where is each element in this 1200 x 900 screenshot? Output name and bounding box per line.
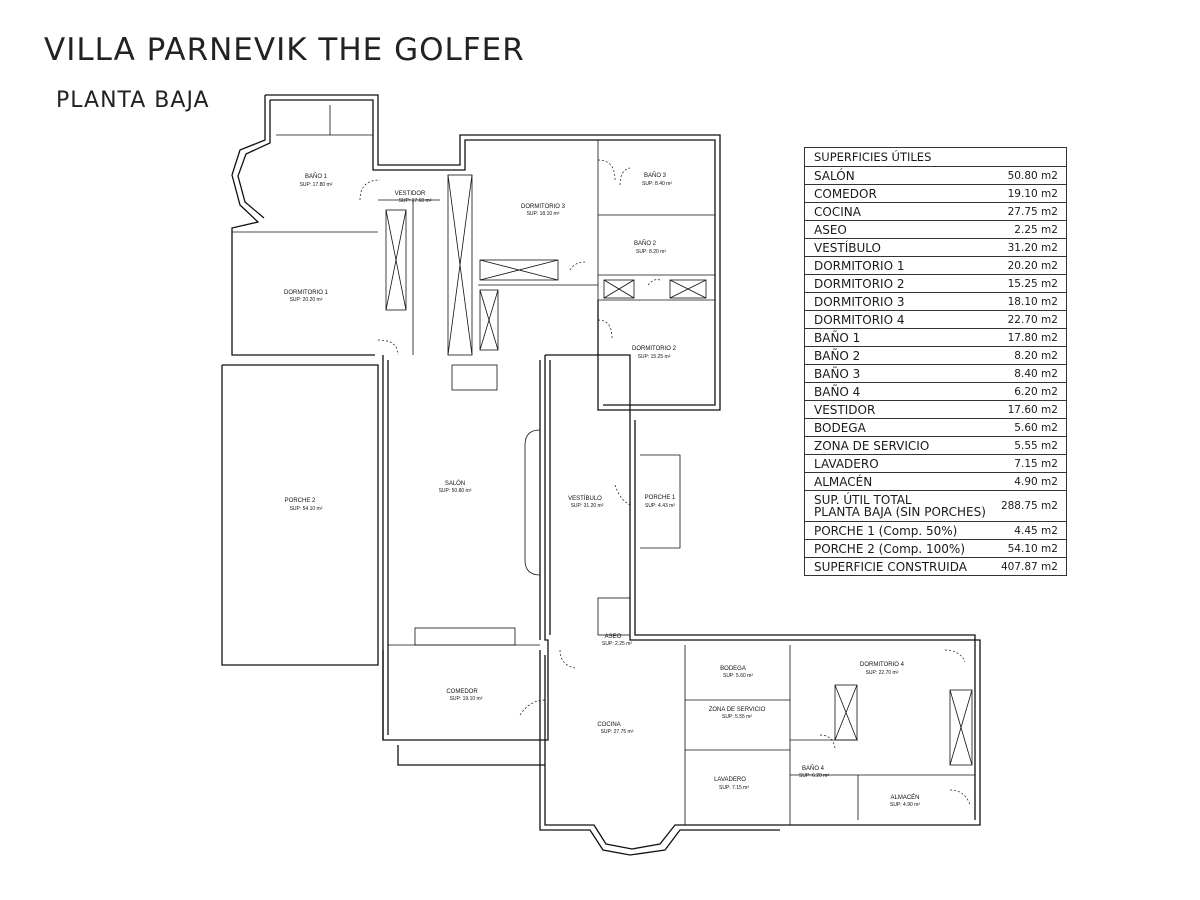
room-porche2-name: PORCHE 2: [284, 498, 316, 504]
room-bano1-name: BAÑO 1: [304, 174, 328, 180]
room-salon-sup: SUP: 50.80 m²: [438, 488, 472, 494]
surface-row-value: 4.90 m2: [992, 473, 1067, 491]
surface-rows: [805, 167, 1067, 491]
surface-row-value: 31.20 m2: [992, 239, 1067, 257]
surface-row: [805, 329, 1067, 347]
surface-row-value: 17.60 m2: [992, 401, 1067, 419]
surface-row-value: 54.10 m2: [992, 540, 1067, 558]
room-bano4-name: BAÑO 4: [801, 766, 825, 772]
surface-row-value: 20.20 m2: [992, 257, 1067, 275]
surface-table-title: SUPERFICIES ÚTILES: [805, 148, 1067, 167]
room-porche1-name: PORCHE 1: [644, 495, 676, 501]
surface-row-value: 18.10 m2: [992, 293, 1067, 311]
surface-row-value: 50.80 m2: [992, 167, 1067, 185]
surface-row-label: BAÑO 3: [805, 365, 992, 383]
room-vestibulo-name: VESTÍBULO: [568, 496, 602, 502]
surface-row-label: COCINA: [805, 203, 992, 221]
surface-row-label: ALMACÉN: [805, 473, 992, 491]
page-title: VILLA PARNEVIK THE GOLFER: [44, 32, 525, 68]
surface-row-value: 19.10 m2: [992, 185, 1067, 203]
room-zona-servicio-sup: SUP: 5.55 m²: [721, 714, 753, 720]
surface-row-value: 5.60 m2: [992, 419, 1067, 437]
surface-row: [805, 347, 1067, 365]
surface-row-label: PORCHE 1 (Comp. 50%): [805, 522, 992, 540]
room-dormitorio4-sup: SUP: 22.70 m²: [865, 670, 899, 676]
surface-row-value: 8.20 m2: [992, 347, 1067, 365]
room-aseo-name: ASEO: [604, 634, 622, 640]
surface-row-label: DORMITORIO 1: [805, 257, 992, 275]
room-porche1-sup: SUP: 4.43 m²: [644, 503, 676, 509]
surface-row-label: BAÑO 1: [805, 329, 992, 347]
surface-table-header: [805, 148, 1067, 167]
surface-row: [805, 455, 1067, 473]
room-cocina-sup: SUP: 27.75 m²: [600, 729, 634, 735]
room-salon-name: SALÓN: [444, 481, 466, 487]
surface-row-value: 5.55 m2: [992, 437, 1067, 455]
surface-row-value: 17.80 m2: [992, 329, 1067, 347]
surface-row-label: BAÑO 2: [805, 347, 992, 365]
room-bodega-sup: SUP: 5.60 m²: [722, 673, 754, 679]
surface-row: [805, 293, 1067, 311]
surface-row-label: COMEDOR: [805, 185, 992, 203]
surface-row-value: 8.40 m2: [992, 365, 1067, 383]
surface-row-label: LAVADERO: [805, 455, 992, 473]
surface-row-value: 27.75 m2: [992, 203, 1067, 221]
page-subtitle: PLANTA BAJA: [56, 88, 210, 113]
surface-row: [805, 522, 1067, 540]
surface-row-label: BODEGA: [805, 419, 992, 437]
room-lavadero-name: LAVADERO: [714, 777, 746, 783]
surface-row: [805, 473, 1067, 491]
surface-row-label: DORMITORIO 3: [805, 293, 992, 311]
room-aseo-sup: SUP: 2.25 m²: [601, 641, 633, 647]
surface-row-label: SALÓN: [805, 167, 992, 185]
room-bano2-name: BAÑO 2: [633, 241, 657, 247]
surface-total-line2: PLANTA BAJA (SIN PORCHES): [814, 505, 986, 519]
room-almacen-sup: SUP: 4.90 m²: [889, 802, 921, 808]
surface-row: [805, 419, 1067, 437]
surface-row: [805, 558, 1067, 576]
room-bano3-sup: SUP: 8.40 m²: [641, 181, 673, 187]
surface-row-label: DORMITORIO 2: [805, 275, 992, 293]
room-bodega-name: BODEGA: [720, 666, 746, 672]
surface-row: [805, 540, 1067, 558]
surface-row: [805, 221, 1067, 239]
surface-total-line1: SUP. ÚTIL TOTAL: [814, 493, 912, 507]
surface-total-row: [805, 491, 1067, 522]
surface-row-label: VESTIDOR: [805, 401, 992, 419]
surface-row-value: 4.45 m2: [992, 522, 1067, 540]
surface-row-value: 7.15 m2: [992, 455, 1067, 473]
surface-row: [805, 257, 1067, 275]
room-dormitorio3-name: DORMITORIO 3: [521, 204, 565, 210]
surface-row: [805, 185, 1067, 203]
room-dormitorio2-name: DORMITORIO 2: [632, 346, 676, 352]
room-almacen-name: ALMACÉN: [890, 795, 920, 801]
surface-row-label: ASEO: [805, 221, 992, 239]
surface-row-value: 15.25 m2: [992, 275, 1067, 293]
surface-row: [805, 275, 1067, 293]
surface-row: [805, 167, 1067, 185]
room-bano4-sup: SUP: 6.20 m²: [798, 773, 830, 779]
surface-total-label: [805, 491, 992, 522]
room-lavadero-sup: SUP: 7.15 m²: [718, 785, 750, 791]
room-cocina-name: COCINA: [597, 722, 621, 728]
room-dormitorio1-sup: SUP: 20.20 m²: [289, 297, 323, 303]
surface-row-label: DORMITORIO 4: [805, 311, 992, 329]
surface-row-label: PORCHE 2 (Comp. 100%): [805, 540, 992, 558]
surface-row-value: 22.70 m2: [992, 311, 1067, 329]
surface-row-value: 407.87 m2: [992, 558, 1067, 576]
surface-row: [805, 239, 1067, 257]
room-porche2-sup: SUP: 54.10 m²: [289, 506, 323, 512]
surface-row: [805, 401, 1067, 419]
surface-row-label: ZONA DE SERVICIO: [805, 437, 992, 455]
room-dormitorio1-name: DORMITORIO 1: [284, 290, 328, 296]
surface-row-label: VESTÍBULO: [805, 239, 992, 257]
surface-row-value: 2.25 m2: [992, 221, 1067, 239]
room-bano2-sup: SUP: 8.20 m²: [635, 249, 667, 255]
surface-row-label: BAÑO 4: [805, 383, 992, 401]
room-vestidor-name: VESTIDOR: [394, 191, 426, 197]
room-dormitorio4-name: DORMITORIO 4: [860, 662, 904, 668]
room-comedor-sup: SUP: 19.10 m²: [449, 696, 483, 702]
surface-total-value: 288.75 m2: [992, 491, 1067, 522]
surface-extra-rows: [805, 522, 1067, 576]
room-dormitorio3-sup: SUP: 18.10 m²: [526, 211, 560, 217]
surface-row: [805, 311, 1067, 329]
surface-row: [805, 365, 1067, 383]
room-vestibulo-sup: SUP: 31.20 m²: [570, 503, 604, 509]
room-comedor-name: COMEDOR: [446, 689, 478, 695]
room-bano3-name: BAÑO 3: [643, 173, 667, 179]
surface-table: [804, 147, 1067, 576]
room-zona-servicio-name: ZONA DE SERVICIO: [708, 707, 766, 713]
room-vestidor-sup: SUP: 17.60 m²: [398, 198, 432, 204]
surface-row-value: 6.20 m2: [992, 383, 1067, 401]
room-bano1-sup: SUP: 17.80 m²: [299, 182, 333, 188]
room-dormitorio2-sup: SUP: 15.25 m²: [637, 354, 671, 360]
surface-row-label: SUPERFICIE CONSTRUIDA: [805, 558, 992, 576]
surface-row: [805, 203, 1067, 221]
surface-row: [805, 437, 1067, 455]
surface-row: [805, 383, 1067, 401]
